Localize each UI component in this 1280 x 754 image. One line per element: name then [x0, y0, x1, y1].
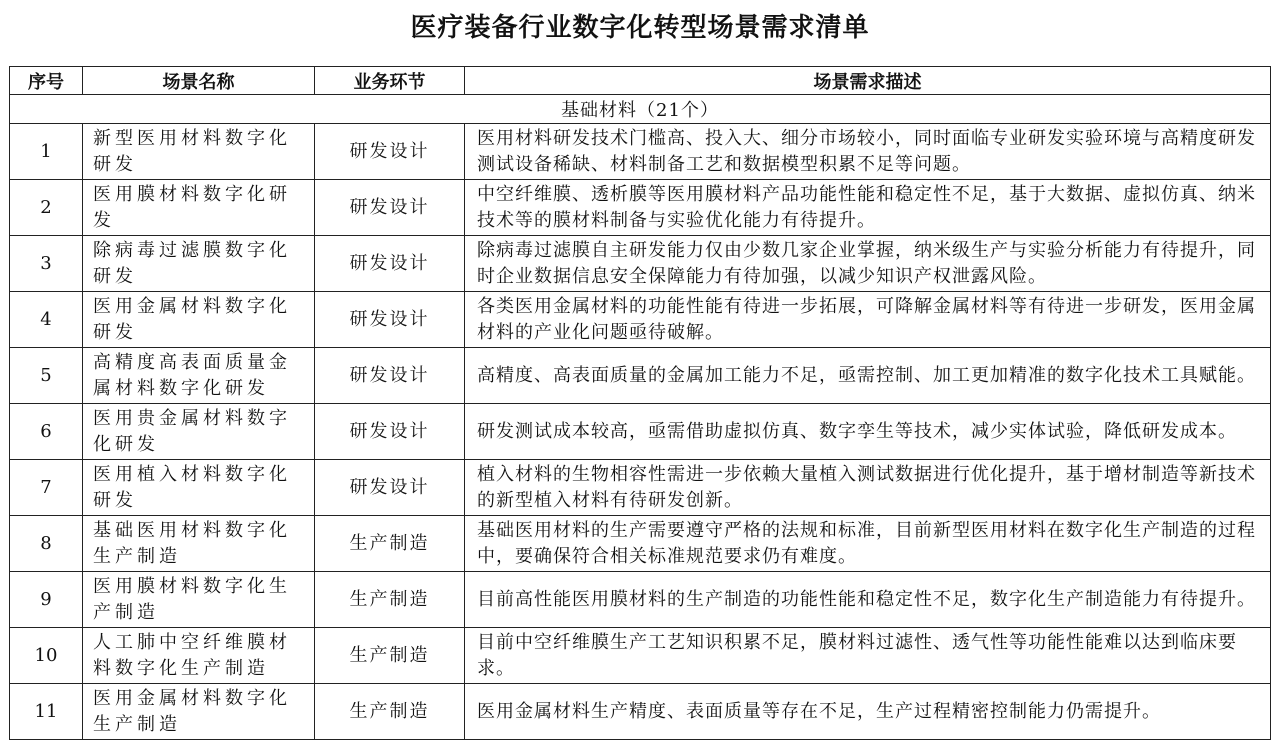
row-number: 11: [10, 684, 83, 740]
business-stage: 研发设计: [315, 292, 465, 348]
table-row: [10, 684, 1271, 740]
requirement-description: 除病毒过滤膜自主研发能力仅由少数几家企业掌握，纳米级生产与实验分析能力有待提升，同时企业数据信息安全保障能力有待加强，以减少知识产权泄露风险。: [465, 236, 1271, 292]
scenario-name: 医用金属材料数字化生产制造: [83, 684, 315, 740]
row-number: 10: [10, 628, 83, 684]
business-stage: 生产制造: [315, 628, 465, 684]
row-number: 5: [10, 348, 83, 404]
requirement-description: 目前高性能医用膜材料的生产制造的功能性能和稳定性不足，数字化生产制造能力有待提升。: [465, 572, 1271, 628]
requirement-description: 目前中空纤维膜生产工艺知识积累不足，膜材料过滤性、透气性等功能性能难以达到临床要求。: [465, 628, 1271, 684]
business-stage: 生产制造: [315, 572, 465, 628]
requirement-description: 基础医用材料的生产需要遵守严格的法规和标准，目前新型医用材料在数字化生产制造的过程中，要确保符合相关标准规范要求仍有难度。: [465, 516, 1271, 572]
scenario-name: 除病毒过滤膜数字化研发: [83, 236, 315, 292]
requirement-description: 中空纤维膜、透析膜等医用膜材料产品功能性能和稳定性不足，基于大数据、虚拟仿真、纳米技术等的膜材料制备与实验优化能力有待提升。: [465, 180, 1271, 236]
header-row: [10, 67, 1271, 95]
row-number: 2: [10, 180, 83, 236]
scenario-table: [9, 66, 1271, 740]
scenario-name: 医用金属材料数字化研发: [83, 292, 315, 348]
header-no: 序号: [10, 67, 83, 95]
table-row: [10, 460, 1271, 516]
table-row: [10, 236, 1271, 292]
row-number: 3: [10, 236, 83, 292]
scenario-name: 医用膜材料数字化研发: [83, 180, 315, 236]
table-row: [10, 516, 1271, 572]
requirement-description: 各类医用金属材料的功能性能有待进一步拓展，可降解金属材料等有待进一步研发，医用金属材料的产业化问题亟待破解。: [465, 292, 1271, 348]
business-stage: 研发设计: [315, 236, 465, 292]
table-row: [10, 572, 1271, 628]
requirement-description: 医用金属材料生产精度、表面质量等存在不足，生产过程精密控制能力仍需提升。: [465, 684, 1271, 740]
header-stage: 业务环节: [315, 67, 465, 95]
scenario-name: 人工肺中空纤维膜材料数字化生产制造: [83, 628, 315, 684]
row-number: 1: [10, 124, 83, 180]
scenario-name: 基础医用材料数字化生产制造: [83, 516, 315, 572]
business-stage: 研发设计: [315, 124, 465, 180]
scenario-name: 医用植入材料数字化研发: [83, 460, 315, 516]
scenario-name: 新型医用材料数字化研发: [83, 124, 315, 180]
scenario-name: 高精度高表面质量金属材料数字化研发: [83, 348, 315, 404]
header-name: 场景名称: [83, 67, 315, 95]
scenario-name: 医用贵金属材料数字化研发: [83, 404, 315, 460]
section-row: [10, 95, 1271, 124]
row-number: 6: [10, 404, 83, 460]
row-number: 9: [10, 572, 83, 628]
business-stage: 研发设计: [315, 348, 465, 404]
requirement-description: 医用材料研发技术门槛高、投入大、细分市场较小，同时面临专业研发实验环境与高精度研发测试设备稀缺、材料制备工艺和数据模型积累不足等问题。: [465, 124, 1271, 180]
header-desc: 场景需求描述: [465, 67, 1271, 95]
table-row: [10, 292, 1271, 348]
row-number: 4: [10, 292, 83, 348]
business-stage: 生产制造: [315, 684, 465, 740]
requirement-description: 研发测试成本较高，亟需借助虚拟仿真、数字孪生等技术，减少实体试验，降低研发成本。: [465, 404, 1271, 460]
row-number: 8: [10, 516, 83, 572]
table-row: [10, 180, 1271, 236]
business-stage: 研发设计: [315, 404, 465, 460]
page-title: 医疗装备行业数字化转型场景需求清单: [410, 13, 870, 43]
table-row: [10, 348, 1271, 404]
requirement-description: 高精度、高表面质量的金属加工能力不足，亟需控制、加工更加精准的数字化技术工具赋能。: [465, 348, 1271, 404]
table-row: [10, 628, 1271, 684]
business-stage: 生产制造: [315, 516, 465, 572]
table-row: [10, 404, 1271, 460]
row-number: 7: [10, 460, 83, 516]
section-title: 基础材料（21个）: [10, 95, 1271, 124]
scenario-name: 医用膜材料数字化生产制造: [83, 572, 315, 628]
business-stage: 研发设计: [315, 180, 465, 236]
requirement-description: 植入材料的生物相容性需进一步依赖大量植入测试数据进行优化提升，基于增材制造等新技术的新型植入材料有待研发创新。: [465, 460, 1271, 516]
table-row: [10, 124, 1271, 180]
business-stage: 研发设计: [315, 460, 465, 516]
